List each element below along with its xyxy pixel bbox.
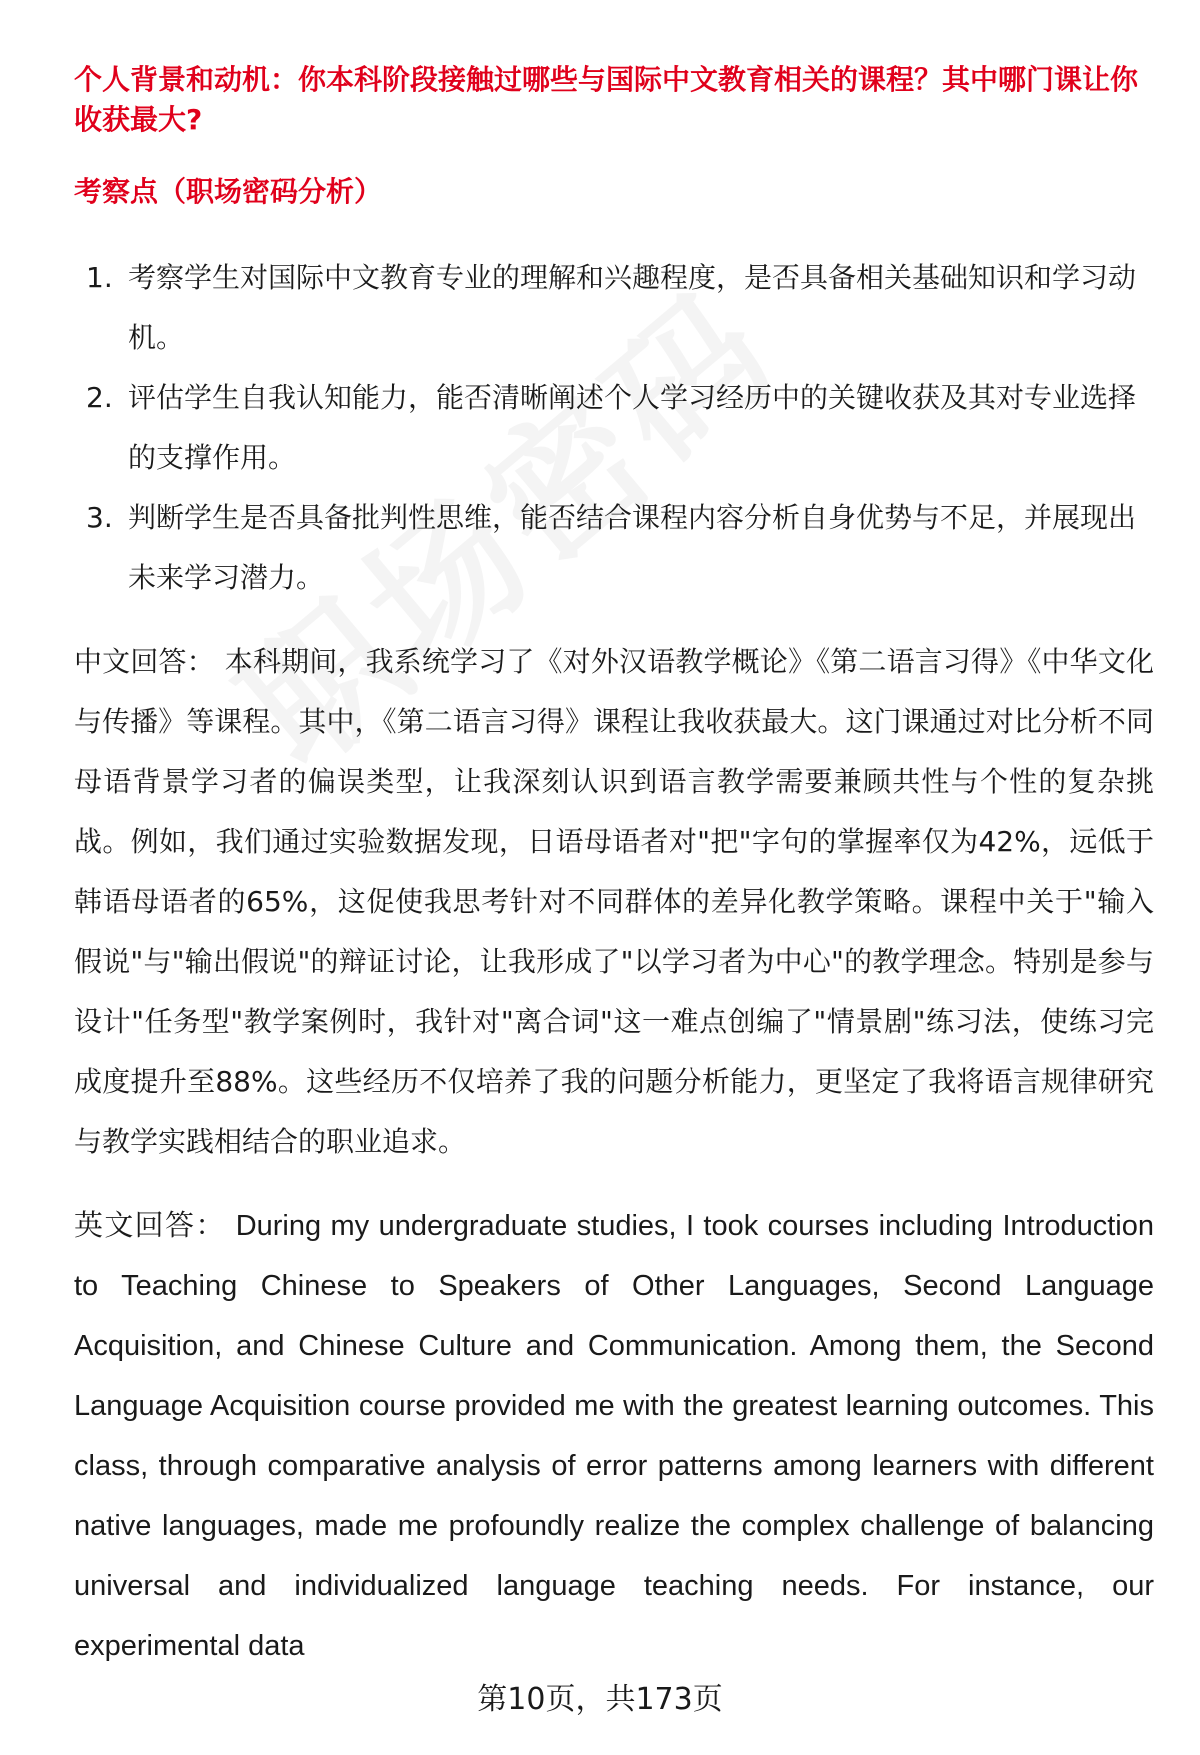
english-answer-text: During my undergraduate studies, I took courses including Introduction to Teaching Chinese to Speakers of Other Languages, Second Language Acquisition, and Chinese Culture and Communication. Among them, the Second Language Acquisition course provided me with the greatest learning outcomes. This class, through comparative analysis of error patterns among learners with different native languages, made me profoundly realize the complex challenge of balancing universal and individualized language teaching needs. For instance, our experimental data: [74, 1210, 1154, 1662]
list-item-number: 2.: [86, 381, 113, 414]
list-item-number: 1.: [86, 261, 113, 294]
assessment-points-list: [74, 248, 1154, 608]
chinese-answer-text: 本科期间，我系统学习了《对外汉语教学概论》《第二语言习得》《中华文化与传播》等课程。其中，《第二语言习得》课程让我收获最大。这门课通过对比分析不同母语背景学习者的偏误类型，让我深刻认识到语言教学需要兼顾共性与个性的复杂挑战。例如，我们通过实验数据发现，日语母语者对"把"字句的掌握率仅为42%，远低于韩语母语者的65%，这促使我思考针对不同群体的差异化教学策略。课程中关于"输入假说"与"输出假说"的辩证讨论，让我形成了"以学习者为中心"的教学理念。特别是参与设计"任务型"教学案例时，我针对"离合词"这一难点创编了"情景剧"练习法，使练习完成度提升至88%。这些经历不仅培养了我的问题分析能力，更坚定了我将语言规律研究与教学实践相结合的职业追求。: [74, 645, 1154, 1158]
section-heading: 考察点（职场密码分析）: [74, 175, 383, 208]
list-item-text: 判断学生是否具备批判性思维，能否结合课程内容分析自身优势与不足，并展现出未来学习潜力。: [128, 501, 1137, 594]
list-item: [74, 488, 1154, 608]
list-item-text: 评估学生自我认知能力，能否清晰阐述个人学习经历中的关键收获及其对专业选择的支撑作用。: [128, 381, 1137, 474]
list-item-number: 3.: [86, 501, 113, 534]
chinese-answer-paragraph: [74, 632, 1154, 1172]
list-item-text: 考察学生对国际中文教育专业的理解和兴趣程度，是否具备相关基础知识和学习动机。: [128, 261, 1137, 354]
page-number-footer: 第10页，共173页: [477, 1682, 723, 1717]
chinese-answer-label: 中文回答：: [74, 645, 215, 678]
list-item: [74, 248, 1154, 368]
question-heading: 个人背景和动机：你本科阶段接触过哪些与国际中文教育相关的课程？其中哪门课让你收获最大?: [74, 63, 1139, 136]
list-item: [74, 368, 1154, 488]
english-answer-paragraph: [74, 1196, 1154, 1676]
english-answer-label: 英文回答：: [74, 1210, 226, 1242]
